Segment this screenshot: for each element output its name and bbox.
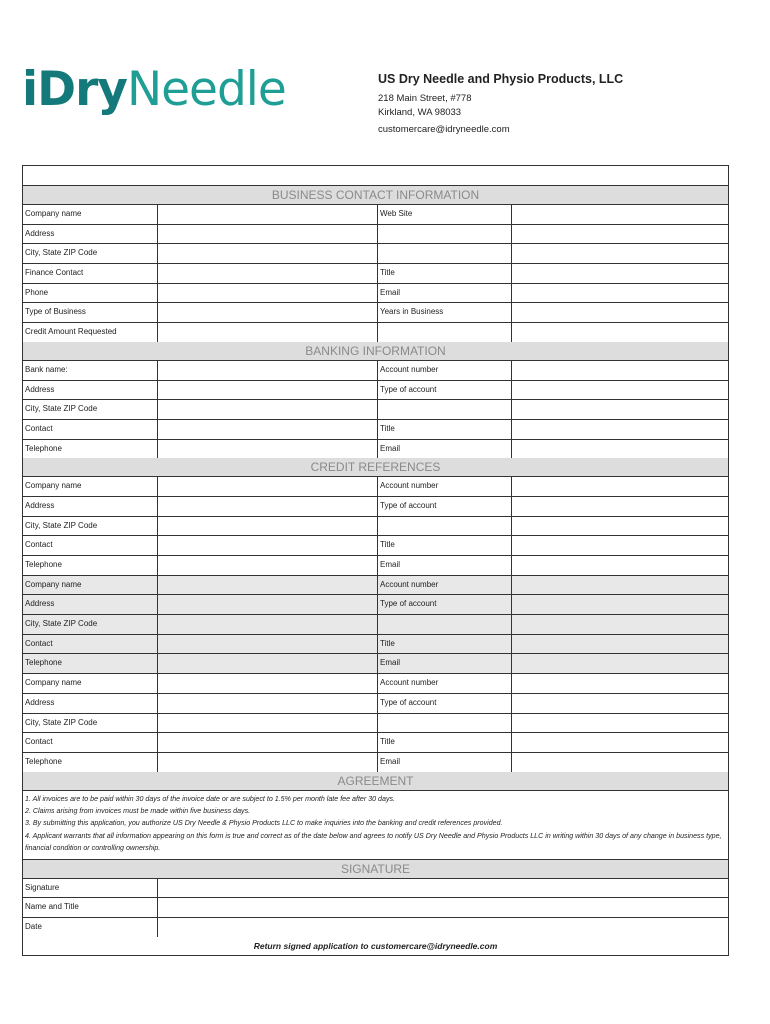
- field-input[interactable]: [512, 576, 728, 595]
- field-label: Type of Business: [23, 303, 158, 322]
- form-row: [23, 654, 728, 674]
- field-input[interactable]: [512, 556, 728, 575]
- field-label: Date: [23, 918, 158, 937]
- form-row: [23, 674, 728, 694]
- field-input[interactable]: [512, 244, 728, 263]
- form-row: [23, 440, 728, 459]
- logo-suffix: Needle: [126, 62, 286, 117]
- business-contact-rows: [23, 205, 728, 342]
- field-input[interactable]: [158, 264, 378, 283]
- form-row: [23, 536, 728, 556]
- field-label: Title: [378, 635, 512, 654]
- form-row: [23, 323, 728, 342]
- field-label: Finance Contact: [23, 264, 158, 283]
- field-input[interactable]: [512, 400, 728, 419]
- form-row: [23, 477, 728, 497]
- field-label: Account number: [378, 477, 512, 496]
- field-label: Address: [23, 497, 158, 516]
- field-input[interactable]: [158, 361, 378, 380]
- field-label: Title: [378, 733, 512, 752]
- field-input[interactable]: [512, 497, 728, 516]
- credit-reference-rows: [23, 477, 728, 771]
- field-label: City, State ZIP Code: [23, 244, 158, 263]
- field-input[interactable]: [158, 284, 378, 303]
- field-input[interactable]: [512, 264, 728, 283]
- field-label: Company name: [23, 205, 158, 224]
- field-input[interactable]: [158, 918, 728, 937]
- form-row: [23, 753, 728, 772]
- form-row: [23, 694, 728, 714]
- field-label: Contact: [23, 536, 158, 555]
- logo-prefix: iDry: [22, 62, 127, 117]
- form-row: [23, 497, 728, 517]
- form-row: [23, 556, 728, 576]
- form-row: [23, 595, 728, 615]
- signature-row: [23, 918, 728, 937]
- form-row: [23, 635, 728, 655]
- field-label: Email: [378, 556, 512, 575]
- field-label: Company name: [23, 477, 158, 496]
- field-input[interactable]: [512, 284, 728, 303]
- field-label: Telephone: [23, 440, 158, 459]
- field-input[interactable]: [512, 654, 728, 673]
- credit-application-form: [22, 165, 729, 956]
- field-input[interactable]: [512, 753, 728, 772]
- field-label: Web Site: [378, 205, 512, 224]
- form-row: [23, 264, 728, 284]
- field-label: [378, 615, 512, 634]
- field-input[interactable]: [512, 635, 728, 654]
- field-input[interactable]: [512, 420, 728, 439]
- field-label: [378, 714, 512, 733]
- agreement-item: 4. Applicant warrants that all information appearing on this form is true and correct as of the date below and agrees to notify US Dry Needle and Physio Products LLC in writing within 30 days of any change in business type, financial condition or controlling ownership.: [25, 831, 722, 853]
- form-row: [23, 576, 728, 596]
- field-input[interactable]: [512, 381, 728, 400]
- field-label: Company name: [23, 674, 158, 693]
- field-label: City, State ZIP Code: [23, 714, 158, 733]
- banking-rows: [23, 361, 728, 458]
- field-input[interactable]: [512, 536, 728, 555]
- form-row: [23, 381, 728, 401]
- field-label: Contact: [23, 420, 158, 439]
- field-input[interactable]: [158, 714, 378, 733]
- field-input[interactable]: [158, 440, 378, 459]
- field-input[interactable]: [158, 898, 728, 917]
- field-input[interactable]: [512, 615, 728, 634]
- field-input[interactable]: [158, 879, 728, 898]
- field-input[interactable]: [158, 753, 378, 772]
- section-agreement: AGREEMENT: [23, 772, 728, 791]
- section-credit-references: CREDIT REFERENCES: [23, 458, 728, 477]
- field-input[interactable]: [512, 477, 728, 496]
- field-input[interactable]: [158, 381, 378, 400]
- form-row: [23, 244, 728, 264]
- field-input[interactable]: [512, 361, 728, 380]
- field-input[interactable]: [512, 733, 728, 752]
- field-input[interactable]: [512, 205, 728, 224]
- field-label: Type of account: [378, 497, 512, 516]
- field-label: City, State ZIP Code: [23, 400, 158, 419]
- field-input[interactable]: [158, 635, 378, 654]
- section-signature: SIGNATURE: [23, 860, 728, 879]
- field-input[interactable]: [158, 595, 378, 614]
- field-input[interactable]: [158, 497, 378, 516]
- company-logo: [22, 62, 286, 117]
- field-input[interactable]: [158, 615, 378, 634]
- field-label: Email: [378, 440, 512, 459]
- field-label: Company name: [23, 576, 158, 595]
- field-input[interactable]: [158, 205, 378, 224]
- field-label: Account number: [378, 674, 512, 693]
- field-label: Telephone: [23, 753, 158, 772]
- agreement-item: 3. By submitting this application, you authorize US Dry Needle & Physio Products LLC to make inquiries into the banking and credit references provided.: [25, 819, 503, 828]
- field-input[interactable]: [158, 576, 378, 595]
- field-label: Address: [23, 381, 158, 400]
- field-input[interactable]: [158, 654, 378, 673]
- field-input[interactable]: [158, 323, 378, 342]
- field-input[interactable]: [512, 440, 728, 459]
- form-row: [23, 733, 728, 753]
- signature-row: [23, 879, 728, 899]
- field-input[interactable]: [158, 733, 378, 752]
- field-label: Phone: [23, 284, 158, 303]
- signature-rows: [23, 879, 728, 937]
- form-row: [23, 420, 728, 440]
- company-info: [378, 72, 623, 135]
- agreement-text: [23, 791, 728, 860]
- field-label: Type of account: [378, 694, 512, 713]
- field-input[interactable]: [158, 400, 378, 419]
- field-input[interactable]: [158, 517, 378, 536]
- form-row: [23, 615, 728, 635]
- field-input[interactable]: [158, 674, 378, 693]
- field-label: Title: [378, 536, 512, 555]
- agreement-item: 1. All invoices are to be paid within 30 days of the invoice date or are subject to 1.5% per month late fee after 30 days.: [25, 794, 396, 803]
- field-label: Email: [378, 753, 512, 772]
- field-label: Address: [23, 694, 158, 713]
- company-email: customercare@idryneedle.com: [378, 124, 510, 135]
- field-label: [378, 517, 512, 536]
- field-label: Telephone: [23, 654, 158, 673]
- form-row: [23, 303, 728, 323]
- field-label: Address: [23, 595, 158, 614]
- field-input[interactable]: [158, 420, 378, 439]
- agreement-item: 2. Claims arising from invoices must be made within five business days.: [25, 806, 251, 815]
- field-label: Contact: [23, 733, 158, 752]
- signature-row: [23, 898, 728, 918]
- field-label: Years in Business: [378, 303, 512, 322]
- field-input[interactable]: [512, 714, 728, 733]
- field-label: Email: [378, 284, 512, 303]
- field-input[interactable]: [512, 517, 728, 536]
- field-label: Type of account: [378, 381, 512, 400]
- field-label: Address: [23, 225, 158, 244]
- field-label: Account number: [378, 361, 512, 380]
- field-input[interactable]: [158, 556, 378, 575]
- field-label: City, State ZIP Code: [23, 615, 158, 634]
- field-label: City, State ZIP Code: [23, 517, 158, 536]
- field-label: Title: [378, 264, 512, 283]
- field-label: Credit Amount Requested: [23, 323, 158, 342]
- field-input[interactable]: [512, 674, 728, 693]
- company-address-line2: Kirkland, WA 98033: [378, 107, 462, 118]
- field-input[interactable]: [512, 225, 728, 244]
- field-label: Type of account: [378, 595, 512, 614]
- field-input[interactable]: [158, 303, 378, 322]
- form-header-blank: [23, 166, 728, 186]
- field-input[interactable]: [512, 694, 728, 713]
- return-instructions: Return signed application to customercare@idryneedle.com: [253, 940, 498, 951]
- field-label: Telephone: [23, 556, 158, 575]
- company-name: US Dry Needle and Physio Products, LLC: [378, 72, 624, 86]
- field-label: Bank name:: [23, 361, 158, 380]
- form-row: [23, 361, 728, 381]
- company-address-line1: 218 Main Street, #778: [378, 93, 472, 104]
- form-row: [23, 714, 728, 734]
- form-row: [23, 205, 728, 225]
- field-input[interactable]: [158, 244, 378, 263]
- field-input[interactable]: [158, 536, 378, 555]
- field-label: Title: [378, 420, 512, 439]
- form-row: [23, 225, 728, 245]
- field-label: Account number: [378, 576, 512, 595]
- section-business-contact: BUSINESS CONTACT INFORMATION: [23, 186, 728, 205]
- field-input[interactable]: [158, 225, 378, 244]
- form-row: [23, 517, 728, 537]
- field-input[interactable]: [512, 323, 728, 342]
- field-input[interactable]: [512, 303, 728, 322]
- field-input[interactable]: [158, 694, 378, 713]
- field-label: [378, 400, 512, 419]
- field-label: [378, 244, 512, 263]
- field-label: Signature: [23, 879, 158, 898]
- field-label: Name and Title: [23, 898, 158, 917]
- field-label: [378, 225, 512, 244]
- field-label: Email: [378, 654, 512, 673]
- form-row: [23, 400, 728, 420]
- field-label: [378, 323, 512, 342]
- field-input[interactable]: [158, 477, 378, 496]
- form-row: [23, 284, 728, 304]
- section-banking: BANKING INFORMATION: [23, 342, 728, 361]
- field-input[interactable]: [512, 595, 728, 614]
- field-label: Contact: [23, 635, 158, 654]
